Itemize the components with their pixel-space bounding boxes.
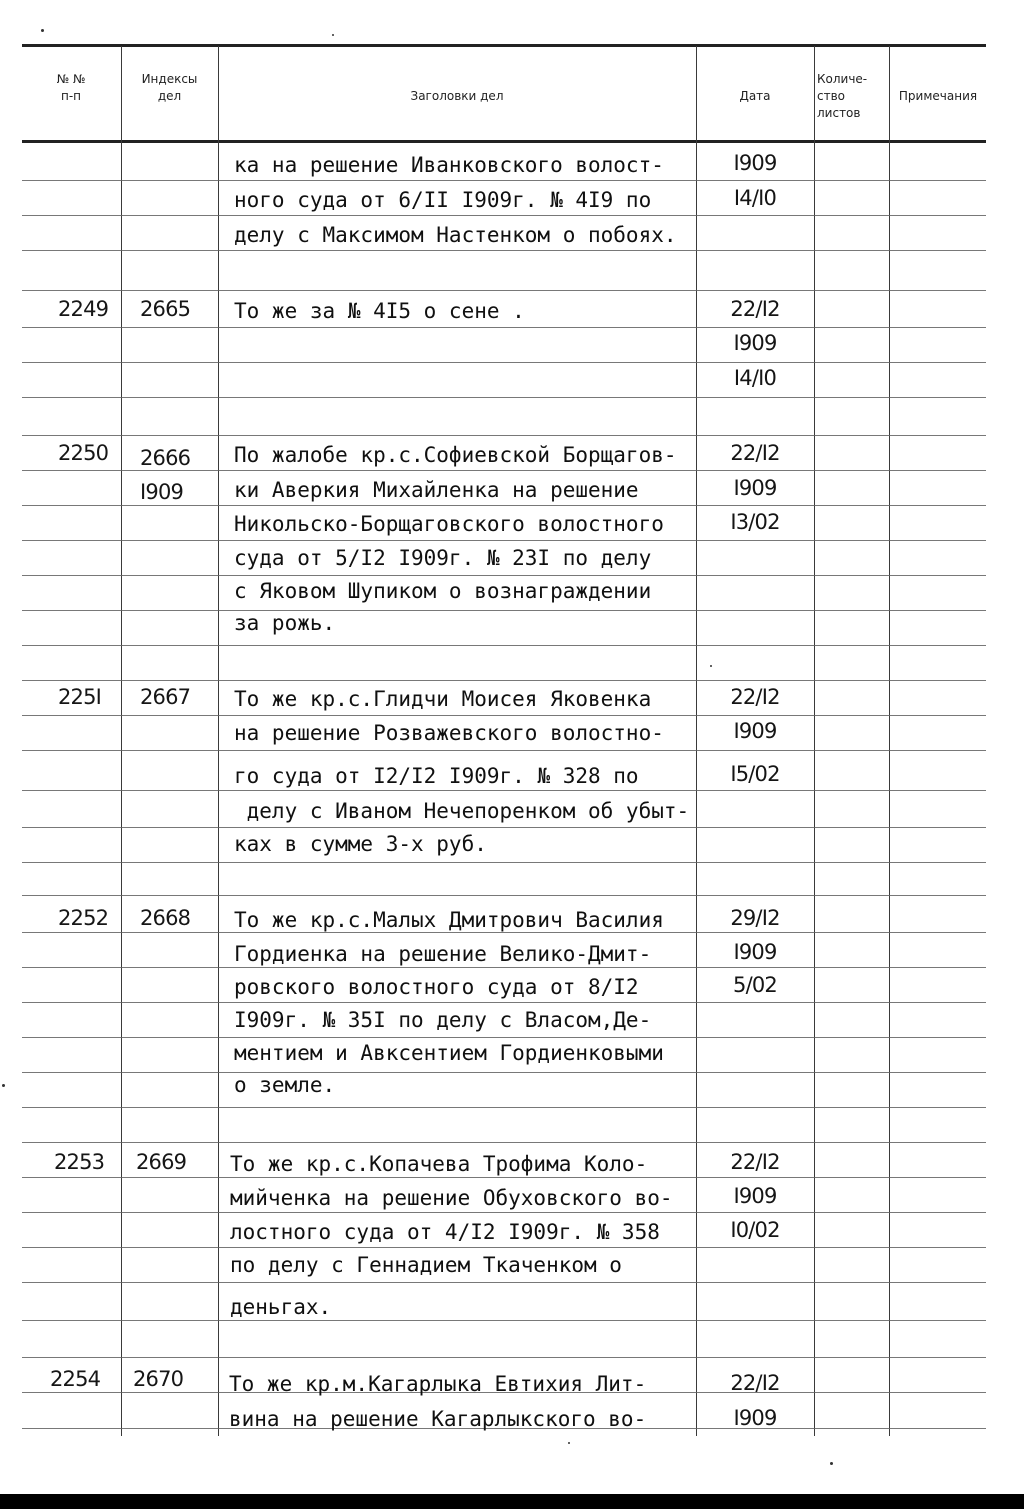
- scan-speck: [568, 1442, 570, 1444]
- title-line: ка на решение Иванковского волост-: [234, 153, 664, 177]
- title-line: ровского волостного суда от 8/I2: [234, 975, 639, 999]
- date-line: I909: [733, 151, 777, 175]
- entry-index: 2666 I909: [140, 446, 191, 504]
- title-line: ках в сумме 3-х руб.: [234, 832, 487, 856]
- date-line: 29/I2: [730, 906, 780, 930]
- title-line: ки Аверкия Михайленка на решение: [234, 478, 639, 502]
- ruled-line: [22, 1357, 986, 1358]
- date-line: I909: [733, 1184, 777, 1208]
- date-line: 22/I2: [730, 297, 780, 321]
- ruled-line: [22, 362, 986, 363]
- scan-speck: [332, 34, 334, 36]
- header-bottom-border: [22, 140, 986, 143]
- column-divider-number: [121, 46, 122, 1436]
- title-line: на решение Розважевского волостно-: [234, 721, 664, 745]
- entry-index: 2669: [136, 1150, 187, 1174]
- column-divider-index: [218, 46, 219, 1436]
- date-line: I909: [733, 940, 777, 964]
- date-line: I909: [733, 476, 777, 500]
- header-notes: Примечания: [898, 89, 978, 103]
- scan-bottom-edge: [0, 1494, 1024, 1509]
- ruled-line: [22, 895, 986, 896]
- scan-speck: [41, 29, 44, 32]
- title-line: мийченка на решение Обуховского во-: [230, 1186, 673, 1210]
- entry-number: 2250: [58, 441, 109, 465]
- ruled-line: [22, 540, 986, 541]
- ruled-line: [22, 1107, 986, 1108]
- title-line: ного суда от 6/II I909г. № 4I9 по: [234, 188, 652, 212]
- entry-number: 225I: [58, 685, 102, 709]
- ruled-line: [22, 715, 986, 716]
- date-line: 22/I2: [730, 685, 780, 709]
- date-line: I4/I0: [733, 366, 777, 390]
- ruled-line: [22, 1142, 986, 1143]
- date-line: 5/02: [733, 973, 777, 997]
- date-line: 22/I2: [730, 1371, 780, 1395]
- date-line: I909: [733, 331, 777, 355]
- title-line: Гордиенка на решение Велико-Дмит-: [234, 942, 652, 966]
- ruled-line: [22, 215, 986, 216]
- ruled-line: [22, 290, 986, 291]
- ruled-line: [22, 1037, 986, 1038]
- date-line: I909: [733, 1406, 777, 1430]
- title-line: с Яковом Шупиком о вознаграждении: [234, 579, 652, 603]
- header-date: Дата: [739, 89, 771, 103]
- scan-speck: [710, 665, 712, 667]
- title-line: То же за № 4I5 о сене .: [234, 299, 525, 323]
- title-line: го суда от I2/I2 I909г. № 328 по: [234, 764, 639, 788]
- entry-number: 2254: [50, 1367, 101, 1391]
- title-line: По жалобе кр.с.Софиевской Борщагов-: [234, 443, 677, 467]
- ruled-line: [22, 680, 986, 681]
- ruled-line: [22, 1282, 986, 1283]
- date-line: I4/I0: [733, 186, 777, 210]
- ruled-line: [22, 862, 986, 863]
- header-index: Индексы дел: [141, 72, 198, 103]
- title-line: деньгах.: [230, 1295, 332, 1319]
- entry-index: 2665: [140, 297, 191, 321]
- ruled-line: [22, 750, 986, 751]
- title-line: делу с Иваном Нечепоренком об убыт-: [234, 799, 690, 823]
- ruled-line: [22, 327, 986, 328]
- top-border: [22, 44, 986, 47]
- ruled-line: [22, 827, 986, 828]
- ruled-line: [22, 645, 986, 646]
- ruled-line: [22, 1247, 986, 1248]
- title-line: Никольско-Борщаговского волостного: [234, 512, 664, 536]
- title-line: лостного суда от 4/I2 I909г. № 358: [230, 1220, 660, 1244]
- title-line: I909г. № 35I по делу с Власом,Де-: [234, 1008, 652, 1032]
- scan-speck: [830, 1462, 833, 1465]
- column-divider-date: [814, 46, 815, 1436]
- title-line: То же кр.с.Копачева Трофима Коло-: [230, 1152, 648, 1176]
- ruled-line: [22, 397, 986, 398]
- entry-number: 2253: [54, 1150, 105, 1174]
- entry-number: 2249: [58, 297, 109, 321]
- title-line: о земле.: [234, 1073, 336, 1097]
- ruled-line: [22, 180, 986, 181]
- ruled-line: [22, 790, 986, 791]
- title-line: за рожь.: [234, 611, 336, 635]
- column-divider-sheets: [889, 46, 890, 1436]
- date-line: I5/02: [730, 762, 780, 786]
- title-line: То же кр.с.Глидчи Моисея Яковенка: [234, 687, 652, 711]
- title-line: То же кр.с.Малых Дмитрович Василия: [234, 908, 664, 932]
- entry-index: 2668: [140, 906, 191, 930]
- title-line: суда от 5/I2 I909г. № 23I по делу: [234, 546, 652, 570]
- date-line: I0/02: [730, 1218, 780, 1242]
- entry-index: 2667: [140, 685, 191, 709]
- title-line: То же кр.м.Кагарлыка Евтихия Лит-: [229, 1372, 647, 1396]
- date-line: I3/02: [730, 510, 780, 534]
- ruled-line: [22, 435, 986, 436]
- entry-index: 2670: [133, 1367, 184, 1391]
- header-number: № № п-п: [56, 72, 86, 103]
- title-line: по делу с Геннадием Ткаченком о: [230, 1253, 622, 1277]
- title-line: ментием и Авксентием Гордиенковыми: [234, 1041, 664, 1065]
- header-sheets: Количе- ство листов: [817, 72, 868, 120]
- date-line: I909: [733, 719, 777, 743]
- date-line: 22/I2: [730, 441, 780, 465]
- entry-number: 2252: [58, 906, 109, 930]
- ruled-line: [22, 575, 986, 576]
- date-line: 22/I2: [730, 1150, 780, 1174]
- title-line: делу с Максимом Настенком о побоях.: [234, 223, 677, 247]
- ruled-line: [22, 1212, 986, 1213]
- scan-speck: [2, 1084, 5, 1087]
- ruled-line: [22, 1002, 986, 1003]
- ruled-line: [22, 250, 986, 251]
- header-title: Заголовки дел: [410, 89, 504, 103]
- title-line: вина на решение Кагарлыкского во-: [229, 1407, 647, 1431]
